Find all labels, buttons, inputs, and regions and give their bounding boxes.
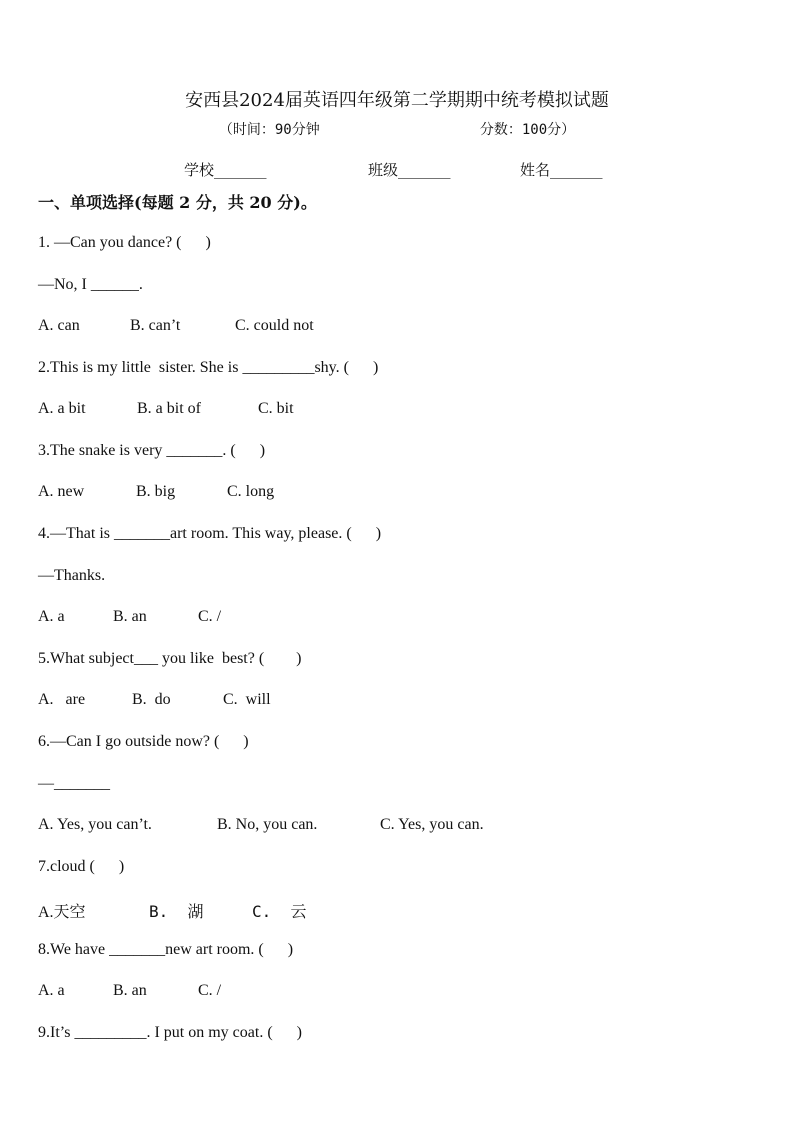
question-6-response: —_______ bbox=[38, 775, 110, 792]
question-4-option-b: B. an bbox=[113, 608, 147, 625]
question-1-stem: 1. —Can you dance? ( ) bbox=[38, 234, 211, 251]
question-4-response: —Thanks. bbox=[38, 567, 106, 584]
question-2-option-b: B. a bit of bbox=[137, 400, 201, 417]
question-5-stem: 5.What subject___ you like best? ( ) bbox=[38, 650, 302, 667]
question-9-stem: 9.It’s _________. I put on my coat. ( ) bbox=[38, 1024, 302, 1041]
question-3-option-a: A. new bbox=[38, 483, 85, 500]
page-subtitle: （时间：90分钟 分数：100分） bbox=[218, 122, 576, 138]
question-2-stem: 2.This is my little sister. She is _________shy. ( ) bbox=[38, 359, 379, 376]
question-4-option-a: A. a bbox=[38, 608, 65, 625]
class-field-label: 班级_______ bbox=[368, 161, 451, 179]
question-6-option-c: C. Yes, you can. bbox=[380, 816, 484, 833]
question-6-stem: 6.—Can I go outside now? ( ) bbox=[38, 733, 249, 750]
question-1-option-a: A. can bbox=[38, 317, 80, 334]
question-5-option-a: A. are bbox=[38, 691, 86, 708]
question-7-option-a: A.天空 bbox=[38, 904, 86, 921]
name-field-label: 姓名_______ bbox=[520, 161, 603, 179]
question-1-option-c: C. could not bbox=[235, 317, 314, 334]
page-title: 安西县2024届英语四年级第二学期期中统考模拟试题 bbox=[185, 90, 609, 111]
question-6-option-a: A. Yes, you can’t. bbox=[38, 816, 152, 833]
question-4-option-c: C. / bbox=[198, 608, 222, 625]
question-7-stem: 7.cloud ( ) bbox=[38, 858, 125, 875]
question-5-option-b: B. do bbox=[132, 691, 171, 708]
question-3-option-c: C. long bbox=[227, 483, 275, 500]
school-field-label: 学校_______ bbox=[184, 161, 267, 179]
question-8-stem: 8.We have _______new art room. ( ) bbox=[38, 941, 294, 958]
question-2-option-c: C. bit bbox=[258, 400, 294, 417]
question-8-option-a: A. a bbox=[38, 982, 65, 999]
question-7-option-b: B. 湖 bbox=[149, 902, 204, 921]
question-6-option-b: B. No, you can. bbox=[217, 816, 318, 833]
section-heading: 一、单项选择(每题 2 分，共 20 分)。 bbox=[38, 193, 317, 212]
question-3-stem: 3.The snake is very _______. ( ) bbox=[38, 442, 266, 459]
question-3-option-b: B. big bbox=[136, 483, 176, 500]
question-2-option-a: A. a bit bbox=[38, 400, 86, 417]
question-5-option-c: C. will bbox=[223, 691, 271, 708]
question-1-response: —No, I ______. bbox=[38, 276, 143, 293]
question-8-option-c: C. / bbox=[198, 982, 222, 999]
question-1-option-b: B. can’t bbox=[130, 317, 181, 334]
question-8-option-b: B. an bbox=[113, 982, 147, 999]
question-7-option-c: C. 云 bbox=[252, 902, 307, 921]
question-4-stem: 4.—That is _______art room. This way, please. ( ) bbox=[38, 525, 382, 542]
